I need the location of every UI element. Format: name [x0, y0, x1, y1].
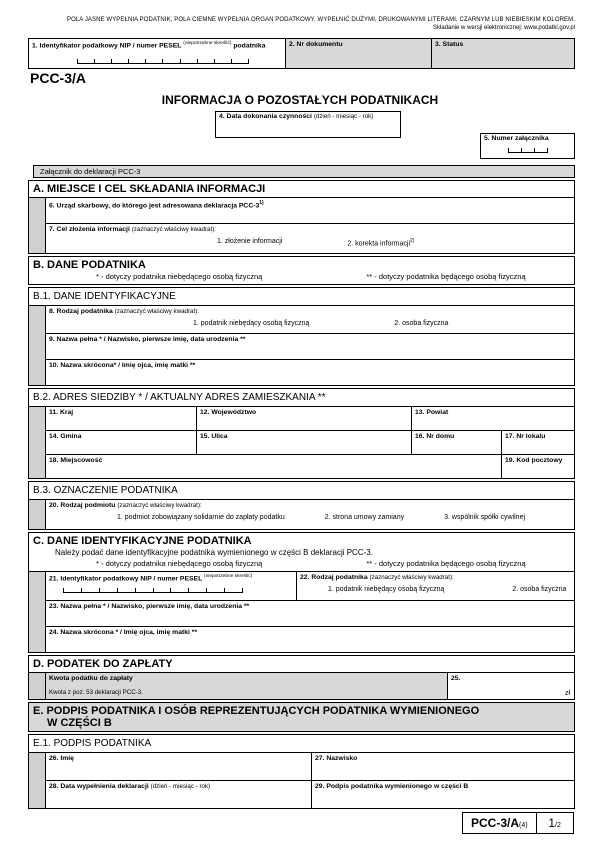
- field-3-status: [431, 39, 574, 68]
- field-1-label: 1. Identyfikator podatkowy NIP / numer PESEL $^{(niepotrzebne skreślić)}$ podatnika: [32, 41, 266, 50]
- field-25-amount-label: Kwota podatku do zapłaty Kwota z poz. 53 deklaracji PCC-3.: [46, 673, 447, 699]
- field-5-label: 5. Numer załącznika: [484, 135, 549, 142]
- field-4-transaction-date[interactable]: [215, 111, 401, 138]
- option-jointly-liable[interactable]: 1. podmiot zobowiązany solidarnie do zapłaty podatku: [117, 514, 285, 521]
- field-1-nip-pesel[interactable]: [29, 39, 285, 68]
- identification-row: [28, 38, 575, 69]
- field-7-purpose: [46, 224, 574, 253]
- field-13-county[interactable]: 13. Powiat: [411, 407, 574, 430]
- field-2-label: 2. Nr dokumentu: [289, 41, 343, 48]
- option-individual[interactable]: 2. osoba fizyczna: [512, 586, 567, 593]
- field-14-commune[interactable]: 14. Gmina: [46, 431, 196, 454]
- field-17-apartment-number[interactable]: 17. Nr lokalu: [501, 431, 574, 454]
- section-d: [28, 655, 575, 700]
- e-filing-note: Składanie w wersji elektronicznej: www.podatki.gov.pl: [433, 25, 575, 31]
- field-18-city[interactable]: 18. Miejscowość: [46, 455, 501, 478]
- field-4-label: 4. Data dokonania czynności (dzień - miesiąc - rok): [219, 113, 374, 120]
- field-27-last-name[interactable]: 27. Nazwisko: [311, 753, 574, 780]
- field-25-amount-input[interactable]: 25. zł: [447, 673, 574, 699]
- field-8-taxpayer-type: [46, 306, 574, 333]
- section-b: [28, 256, 575, 285]
- section-e1: [28, 734, 575, 809]
- form-sections: [28, 180, 575, 811]
- legend-non-individual: * - dotyczy podatnika niebędącego osobą fizyczną: [96, 272, 263, 281]
- section-b3-title: B.3. OZNACZENIE PODATNIKA: [33, 485, 178, 496]
- section-e: [28, 702, 575, 732]
- field-22-taxpayer-type: [296, 572, 574, 600]
- field-6-tax-office[interactable]: [46, 198, 574, 223]
- field-9-full-name[interactable]: [46, 334, 574, 359]
- field-8-label: 8. Rodzaj podatnika (zaznaczyć właściwy kwadrat):: [49, 308, 199, 315]
- currency-suffix: zł: [564, 690, 570, 697]
- field-29-signature[interactable]: 29. Podpis podatnika wymienionego w części B: [311, 781, 574, 808]
- section-b1: [28, 287, 575, 386]
- field-21-label: 21. Identyfikator podatkowy NIP / numer PESEL $^{(niepotrzebne skreślić)}$: [49, 574, 253, 583]
- form-title: INFORMACJA O POZOSTAŁYCH PODATNIKACH: [161, 93, 439, 107]
- field-24-label: 24. Nazwa skrócona * / Imię ojca, imię matki **: [49, 629, 198, 636]
- section-gutter: [29, 407, 46, 478]
- digit-ruler: [508, 148, 548, 153]
- section-gutter: [29, 673, 46, 699]
- section-gutter: [29, 753, 46, 808]
- field-23-label: 23. Nazwa pełna * / Nazwisko, pierwsze imię, data urodzenia **: [49, 603, 250, 610]
- option-korekta-informacji[interactable]: 2. korekta informacji$^{2)}$: [347, 238, 415, 248]
- section-c-legends: [29, 558, 574, 571]
- option-zlozenie-informacji[interactable]: 1. złożenie informacji: [217, 238, 283, 245]
- section-d-title: D. PODATEK DO ZAPŁATY: [33, 658, 173, 670]
- section-b-title: B. DANE PODATNIKA: [33, 259, 146, 271]
- option-exchange-party[interactable]: 2. strona umowy zamiany: [324, 514, 405, 521]
- option-non-individual[interactable]: 1. podatnik niebędący osobą fizyczną: [193, 320, 310, 327]
- field-7-label: 7. Cel złożenia informacji (zaznaczyć właściwy kwadrat):: [49, 226, 216, 233]
- option-non-individual[interactable]: 1. podatnik niebędący osobą fizyczną: [328, 586, 445, 593]
- form-instruction-line: POLA JASNE WYPEŁNIA PODATNIK, POLA CIEMNE WYPEŁNIA ORGAN PODATKOWY. WYPEŁNIĆ DUŻYMI, DRUKOWANYMI LITERAMI, CZARNYM LUB NIEBIESKIM KOLOREM.: [66, 17, 575, 23]
- section-c: [28, 532, 575, 653]
- field-20-entity-type: [46, 500, 574, 529]
- field-24-short-name[interactable]: [46, 627, 574, 652]
- field-16-house-number[interactable]: 16. Nr domu: [411, 431, 501, 454]
- section-gutter: [29, 306, 46, 385]
- section-gutter: [29, 198, 46, 253]
- section-c-description: Należy podać dane identyfikacyjne podatnika wymienionego w części B deklaracji PCC-3.: [55, 548, 373, 557]
- field-25-sublabel: Kwota z poz. 53 deklaracji PCC-3.: [49, 689, 143, 696]
- legend-individual: ** - dotyczy podatnika będącego osobą fizyczną: [366, 272, 526, 281]
- section-e1-title: E.1. PODPIS PODATNIKA: [33, 738, 152, 749]
- field-11-country[interactable]: 11. Kraj: [46, 407, 196, 430]
- form-code: PCC-3/A: [30, 70, 87, 86]
- field-28-label: 28. Data wypełnienia deklaracji (dzień - miesiąc - rok): [49, 783, 211, 790]
- page-footer: [462, 812, 574, 834]
- field-3-label: 3. Status: [435, 41, 464, 48]
- option-civil-partner[interactable]: 3. wspólnik spółki cywilnej: [444, 514, 526, 521]
- field-20-label: 20. Rodzaj podmiotu (zaznaczyć właściwy kwadrat):: [49, 502, 202, 509]
- section-a-title: A. MIEJSCE I CEL SKŁADANIA INFORMACJI: [33, 183, 266, 195]
- field-12-voivodeship[interactable]: 12. Województwo: [196, 407, 411, 430]
- field-9-label: 9. Nazwa pełna * / Nazwisko, pierwsze imię, data urodzenia **: [49, 336, 246, 343]
- field-21-nip-pesel[interactable]: [46, 572, 296, 600]
- field-22-label: 22. Rodzaj podatnika (zaznaczyć właściwy kwadrat):: [300, 574, 454, 581]
- legend-non-individual: * - dotyczy podatnika niebędącego osobą fizyczną: [96, 559, 263, 568]
- section-gutter: [29, 572, 46, 652]
- attachment-bar: Załącznik do deklaracji PCC-3: [33, 165, 575, 178]
- field-2-document-number: [285, 39, 431, 68]
- section-b-legends: [29, 271, 574, 284]
- footer-page-number: 1/2: [548, 816, 561, 830]
- field-6-label: 6. Urząd skarbowy, do którego jest adresowana deklaracja PCC-3$^{1)}$: [49, 200, 264, 210]
- footer-form-code: PCC-3/A(4): [463, 813, 537, 833]
- field-10-short-name[interactable]: [46, 360, 574, 385]
- option-individual[interactable]: 2. osoba fizyczna: [394, 320, 449, 327]
- field-23-full-name[interactable]: [46, 601, 574, 626]
- section-a: [28, 180, 575, 254]
- section-b1-title: B.1. DANE IDENTYFIKACYJNE: [33, 291, 176, 302]
- section-e-title: E. PODPIS PODATNIKA I OSÓB REPREZENTUJĄCYCH PODATNIKA WYMIENIONEGO W CZĘŚCI B: [29, 703, 574, 731]
- field-1-strike-note: (niepotrzebne skreślić): [183, 41, 232, 46]
- field-26-first-name[interactable]: 26. Imię: [46, 753, 311, 780]
- field-15-street[interactable]: 15. Ulica: [196, 431, 411, 454]
- section-c-title: C. DANE IDENTYFIKACYJNE PODATNIKA: [33, 535, 252, 547]
- field-10-label: 10. Nazwa skrócona* / Imię ojca, imię matki **: [49, 362, 196, 369]
- legend-individual: ** - dotyczy podatnika będącego osobą fizyczną: [366, 559, 526, 568]
- field-28-fill-date[interactable]: [46, 781, 311, 808]
- section-b2-title: B.2. ADRES SIEDZIBY * / AKTUALNY ADRES ZAMIESZKANIA **: [33, 392, 326, 403]
- section-gutter: [29, 500, 46, 529]
- section-b2: [28, 388, 575, 479]
- section-b3: [28, 481, 575, 530]
- digit-ruler: [77, 59, 249, 64]
- digit-ruler: [63, 588, 243, 593]
- field-19-postal-code[interactable]: 19. Kod pocztowy: [501, 455, 574, 478]
- field-5-attachment-number[interactable]: [480, 133, 575, 159]
